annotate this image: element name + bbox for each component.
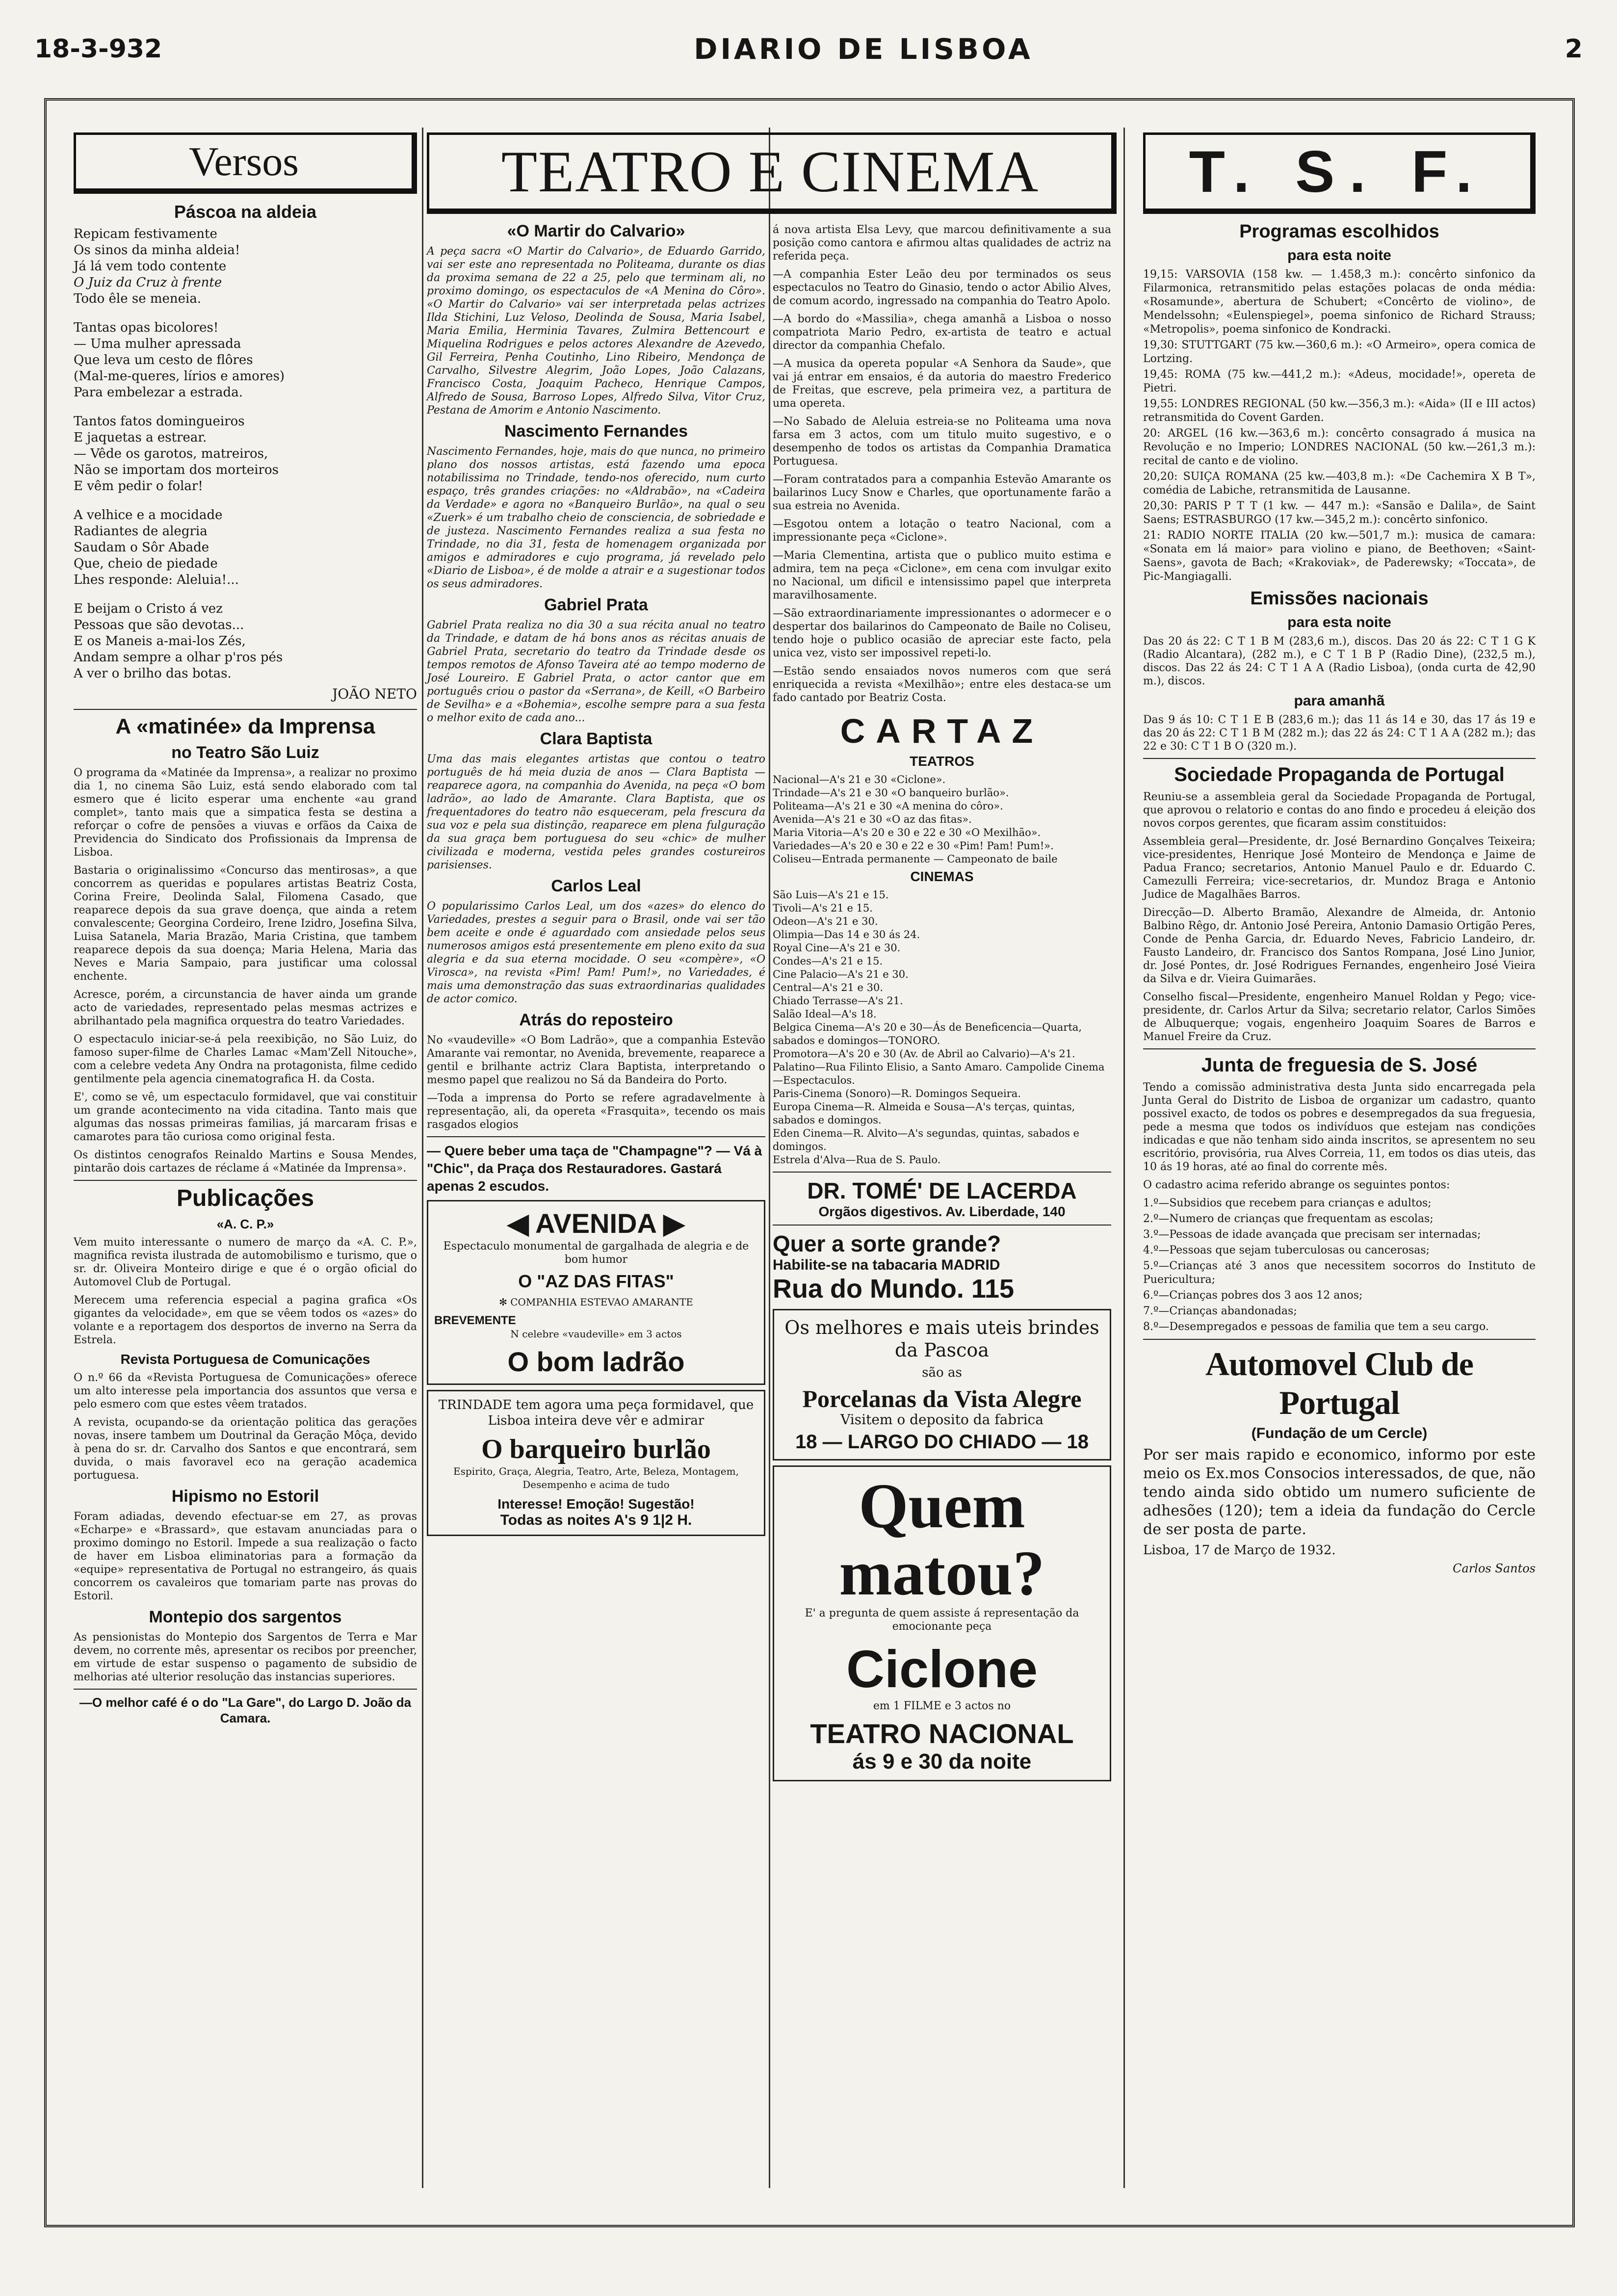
junta-list	[1143, 1197, 1536, 1334]
article-paragraph: —São extraordinariamente impressionantes o adormecer e o despertar dos bailarinos do Campeonato de Baile no Coliseu, tendo hoje o publico ocasião de apreciar este facto, pela unica vez, visto ser impossivel repeti-lo.	[773, 607, 1111, 659]
article-paragraph: Direcção—D. Alberto Bramão, Alexandre de Almeida, dr. Antonio Balbino Rêgo, dr. Antonio José Pereira, Antonio Damasio Ortigão Peres, Conde de Penha Garcia, dr. Eduardo Neves, Fabricio Landeiro, dr. Fausto Landeiro, dr. Francisco dos Santos Rompana, José Lino Junior, dr. José Pontes, dr. José Rodrigues Fernandes, engenheiro José Vieira da Silva e dr. Vieira Guimarães.	[1143, 906, 1536, 985]
list-item: Estrela d'Alva—Rua de S. Paulo.	[773, 1154, 941, 1166]
divider	[1143, 1339, 1536, 1340]
poem-line: Tantas opas bicolores!	[74, 320, 219, 335]
poem-line: Andam sempre a olhar p'ros pés	[74, 650, 283, 665]
poem-title: Páscoa na aldeia	[174, 202, 317, 222]
poem-line: E os Maneis a-mai-los Zés,	[74, 634, 246, 649]
ad-champagne: — Quere beber uma taça de "Champagne"? — Vá à "Chic", da Praça dos Restauradores. Gastará apenas 2 escudos.	[427, 1143, 762, 1194]
avenida-title: O bom ladrão	[507, 1346, 685, 1377]
article-paragraph: Tendo a comissão administrativa desta Junta sido encarregada pela Junta Geral do Distrito de Lisboa de organizar um cadastro, quanto possivel exacto, de todos os pobres e desempregados da sua freguesia, pede a mesma que todos os indivíduos que estejam nas condições indicadas e que não tenham sido ainda inscritos, se apresentem no seu escritório, provisória, rua Alves Correia, 11, em todos os dias uteis, das 10 ás 19 horas, até ao final do corrente mês.	[1143, 1081, 1536, 1173]
sorte-line3: Rua do Mundo. 115	[773, 1274, 1015, 1304]
list-item: Belgica Cinema—A's 20 e 30—Ás de Beneficencia—Quarta, sabados e domingos—TONORO.	[773, 1021, 1082, 1046]
list-item: Promotora—A's 20 e 30 (Av. de Abril ao Calvario)—A's 21.	[773, 1048, 1075, 1060]
list-item: Salão Ideal—A's 18.	[773, 1008, 877, 1020]
article-paragraph: Reuniu-se a assembleia geral da Sociedade Propaganda de Portugal, que aprovou o relatorio e contas do ano findo e procedeu á eleição dos novos corpos gerentes, que ficaram assim constituidos:	[1143, 790, 1536, 830]
article-paragraph: Uma das mais elegantes artistas que contou o teatro português de há meia duzia de anos — Clara Baptista — reaparece agora, na companhia do Avenida, na peça «O bom ladrão», ao lado de Amarante. Clara Baptista, que os frequentadores do teatro não esqueceram, pela frescura da sua voz e pela sua distinção, reaparece em plena fulguração da sua graça bem portuguesa do seu «chic» de mulher civilizada e moderna, vestida peles grandes costureiros parisienses.	[427, 753, 765, 871]
list-item: Tivoli—A's 21 e 15.	[773, 902, 873, 914]
poem-line: Para embelezar a estrada.	[74, 385, 243, 400]
avenida-name: ◀ AVENIDA ▶	[507, 1208, 685, 1239]
sorte-line2: Habilite-se na tabacaria MADRID	[773, 1257, 1000, 1273]
lacerda-sub: Orgãos digestivos. Av. Liberdade, 140	[818, 1204, 1066, 1219]
article-paragraph: E', como se vê, um espectaculo formidavel, que vai constituir um grande acontecimento na vida citadina. Tanto mais que algumas das nossas primeiras familias, já marcaram frisas e camarotes para tão curiosa como original festa.	[74, 1091, 417, 1144]
article-paragraph: Assembleia geral—Presidente, dr. José Bernardino Gonçalves Teixeira; vice-presidentes, Henrique José Monteiro de Mendonça e Jaime de Padua Franco; secretarios, Antonio Manuel Paulo e dr. Eduardo C. Camezulli Ferreira; vice-secretarios, dr. Mundoz Braga e Antonio Judice de Magalhães Barros.	[1143, 835, 1536, 901]
emissoes-title: Emissões nacionais	[1250, 588, 1429, 609]
poem-line: E jaquetas a estrear.	[74, 430, 207, 445]
article-paragraph: Nascimento Fernandes, hoje, mais do que nunca, no primeiro plano dos nossos artistas, está fazendo uma epoca notabilissima no Trindade, tendo-nos oferecido, num curto espaço, três grandes criações: no «Aldrabão», na «Cadeira da Verdade» e agora no «Banqueiro Burlão», na qual o seu «Zuerk» é um trabalho cheio de consciencia, de sobriedade e de justeza. Nascimento Fernandes realiza a sua festa no Trindade, no dia 31, festa de homenagem organizada por amigos e admiradores e cujo programa, já revelado pelo «Diario de Lisboa», é de molde a atrair e a sugestionar todos os seus admiradores.	[427, 445, 765, 590]
lacerda-name: DR. TOMÉ' DE LACERDA	[807, 1178, 1077, 1203]
vista-line5: 18 — LARGO DO CHIADO — 18	[795, 1431, 1089, 1453]
list-item: 3.º—Pessoas de idade avançada que precisam ser internadas;	[1143, 1228, 1481, 1241]
trindade-times: Todas as noites A's 9 1|2 H.	[500, 1512, 692, 1528]
list-item: Odeon—A's 21 e 30.	[773, 915, 878, 927]
poem-stanza	[74, 507, 417, 588]
teatros-list	[773, 773, 1111, 866]
poem-line: Já lá vem todo contente	[74, 259, 227, 274]
article-paragraph: —A companhia Ester Leão deu por terminados os seus espectaculos no Teatro do Ginasio, tendo o actor Abilio Alves, de comum acordo, ingressado na companhia do Teatro Apolo.	[773, 268, 1111, 307]
column-rule	[1123, 128, 1125, 2188]
emissoes-sub: para esta noite	[1287, 614, 1391, 630]
trindade-head: TRINDADE tem agora uma peça formidavel, que Lisboa inteira deve vêr e admirar	[438, 1398, 754, 1428]
article-paragraph: Das 9 ás 10: C T 1 E B (283,6 m.); das 11 ás 14 e 30, das 17 ás 19 e das 20 ás 22: C T 1 B M (282 m.); das 22 ás 24: C T 1 A A (282 m.); das 22 e 30: C T 1 B O (320 m.).	[1143, 713, 1536, 753]
article-paragraph: No «vaudeville» «O Bom Ladrão», que a companhia Estevão Amarante vai remontar, no Avenida, brevemente, reaparece a gentil e brilhante actriz Clara Baptista, interpretando o mesmo papel que realizou no Sá da Bandeira do Porto.	[427, 1034, 765, 1086]
poem-line: Que, cheio de piedade	[74, 556, 218, 571]
article-paragraph: A peça sacra «O Martir do Calvario», de Eduardo Garrido, vai ser este ano representada no Politeama, durante os dias da proxima semana de 22 a 25, pelo que terminam ali, no proximo domingo, os espectaculos de «A Menina do Côro». «O Martir do Calvario» vai ser interpretada pelas actrizes Ilda Stichini, Luz Veloso, Deolinda de Sousa, Maria Isabel, Maria Emilia, Herminia Tavares, Zulmira Bettencourt e Miquelina Rodrigues e pelos actores Alexandre de Azevedo, Gil Ferreira, Penha Coutinho, Lino Ribeiro, Mendonça de Carvalho, Silvestre Alegrim, João Lopes, João Calazans, Francisco Costa, Joaquim Pacheco, Henrique Campos, Alfredo de Sousa, Barroso Lopes, Alfredo Silva, Vitor Cruz, Pestana de Amorim e Antonio Nascimento.	[427, 245, 765, 417]
divider	[773, 1225, 1111, 1226]
column-rule	[422, 128, 423, 2188]
poem-line: O Juiz da Cruz à frente	[74, 275, 222, 290]
trindade-tag: Interesse! Emoção! Sugestão!	[497, 1496, 695, 1512]
poem-line: Tantos fatos domingueiros	[74, 414, 245, 429]
article-paragraph: —A musica da opereta popular «A Senhora da Saude», que vai já entrar em ensaios, é da autoria do maestro Frederico de Freitas, que escreve, pela primeira vez, a partitura de uma opereta.	[773, 358, 1111, 410]
poem-line: E vêm pedir o folar!	[74, 479, 203, 494]
list-item: Nacional—A's 21 e 30 «Ciclone».	[773, 774, 946, 785]
list-item: Central—A's 21 e 30.	[773, 982, 884, 993]
list-item: Politeama—A's 21 e 30 «A menina do côro».	[773, 800, 1003, 812]
column-teatro-continued	[773, 223, 1111, 2198]
headline-sociedade: Sociedade Propaganda de Portugal	[1174, 763, 1505, 785]
trindade-title: O barqueiro burlão	[481, 1434, 711, 1464]
list-item: Coliseu—Entrada permanente — Campeonato de baile	[773, 853, 1058, 865]
list-item: Variedades—A's 20 e 30 e 22 e 30 «Pim! Pam! Pum!».	[773, 840, 1054, 852]
ciclone-title: Ciclone	[846, 1639, 1038, 1698]
poem	[74, 226, 417, 682]
article-paragraph: O programa da «Matinée da Imprensa», a realizar no proximo dia 1, no cinema São Luiz, está sendo elaborado com tal esmero que é licito esperar uma enchente «au grand complet», tanto mais que a simpatica festa se destina a reforçar o cofre de pensões a viuvas e orfãos da Caixa de Previdencia do Sindicato dos Profissionais da Imprensa de Lisboa.	[74, 767, 417, 859]
column-rule	[769, 128, 770, 2188]
section-title-tsf: T. S. F.	[1143, 132, 1536, 214]
header-date: 18-3-932	[34, 34, 162, 64]
quem-sub: E' a pregunta de quem assiste á representação da emocionante peça	[805, 1607, 1079, 1633]
article-paragraph: A revista, ocupando-se da orientação politica das gerações novas, insere tambem um Doutrinal da Geração Môça, devido à pena do sr. dr. Carvalho dos Santos e que encontrará, sem duvida, o mais favoravel eco na geração academica portuguesa.	[74, 1416, 417, 1482]
article-paragraph: O cadastro acima referido abrange os seguintes pontos:	[1143, 1178, 1450, 1191]
teatros-heading: TEATROS	[910, 754, 974, 769]
list-item: Paris-Cinema (Sonoro)—R. Domingos Sequeira.	[773, 1088, 1021, 1099]
article-paragraph: á nova artista Elsa Levy, que marcou definitivamente a sua posição como cantora e afirmou altas qualidades de actriz na referida peça.	[773, 224, 1111, 262]
list-item: Condes—A's 21 e 15.	[773, 955, 883, 967]
article-paragraph: —Esgotou ontem a lotação o teatro Nacional, com a impressionante peça «Ciclone».	[773, 518, 1111, 544]
list-item: 19,55: LONDRES REGIONAL (50 kw.—356,3 m.): «Aida» (II e III actos) retransmitida do Covent Garden.	[1143, 397, 1536, 424]
list-item: 2.º—Numero de crianças que frequentam as escolas;	[1143, 1212, 1434, 1225]
article-paragraph: O n.º 66 da «Revista Portuguesa de Comunicações» oferece um alto interesse pela importancia dos assuntos que versa e pelo esmero com que estes vêem tratados.	[74, 1372, 417, 1411]
divider	[773, 1172, 1111, 1173]
headline-matinee: A «matinée» da Imprensa	[115, 714, 375, 738]
article-paragraph: Gabriel Prata realiza no dia 30 a sua récita anual no teatro da Trindade, e datam de há bons anos as récitas anuais de Gabriel Prata, secretario do teatro da Trindade desde os tempos remotos de Afonso Taveira até ao tempo moderno de José Loureiro. E Gabriel Prata, o actor cantor que em português criou o pastor da «Serrana», de Keill, «O Barbeiro de Sevilha» e a «Bohemia», escolhe sempre para a sua festa o melhor exito de cada ano...	[427, 619, 765, 724]
article-paragraph: Acresce, porém, a circunstancia de haver ainda um grande acto de variedades, representado pelas mesmas actrizes e abrilhantado pela magnifica orquestra do teatro Variedades.	[74, 989, 417, 1028]
ad-cafe: —O melhor café é o do "La Gare", do Largo D. João da Camara.	[79, 1695, 412, 1726]
column-versos	[74, 132, 417, 2198]
automovel-signature: Carlos Santos	[1453, 1561, 1536, 1575]
article-paragraph: O popularissimo Carlos Leal, um dos «azes» do elenco do Variedades, prestes a seguir para o Brasil, onde vai ser tão bem aceite e onde é aguardado com ansiedade pelos seus numerosos amigos está presentemente em pleno exito da sua alegria e da sua eterna mocidade. O seu «compère», «O Virosca», na revista «Pim! Pam! Pum!», no Variedades, é mais uma demonstração das suas extraordinarias qualidades de actor comico.	[427, 900, 765, 1005]
list-item: 1.º—Subsidios que recebem para crianças e adultos;	[1143, 1197, 1432, 1209]
divider	[74, 1180, 417, 1181]
article-paragraph: —Estão sendo ensaiados novos numeros com que será enriquecida a revista «Mexilhão»; entre eles destaca-se um fado cantado por Beatriz Costa.	[773, 665, 1111, 704]
list-item: 4.º—Pessoas que sejam tuberculosas ou cancerosas;	[1143, 1244, 1430, 1256]
list-item: Maria Vitoria—A's 20 e 30 e 22 e 30 «O Mexilhão».	[773, 827, 1041, 838]
article-paragraph: Merecem uma referencia especial a pagina grafica «Os gigantes da velocidade», em que se vêem todos os «azes» do volante e a reportagem dos desportos de inverno na Serra da Estrela.	[74, 1294, 417, 1347]
divider	[74, 1689, 417, 1690]
divider	[427, 1136, 765, 1137]
cinemas-heading: CINEMAS	[910, 869, 974, 884]
sorte-line1: Quer a sorte grande?	[773, 1231, 1001, 1256]
programas-list	[1143, 268, 1536, 584]
cinemas-list	[773, 888, 1111, 1167]
headline-montepio: Montepio dos sargentos	[149, 1608, 342, 1627]
poem-stanza	[74, 320, 417, 401]
list-item: Eden Cinema—R. Alvito—A's segundas, quintas, sabados e domingos.	[773, 1127, 1079, 1152]
poem-line: E beijam o Cristo á vez	[74, 601, 223, 616]
list-item: 6.º—Crianças pobres dos 3 aos 12 anos;	[1143, 1289, 1363, 1302]
ad-ciclone	[773, 1465, 1111, 1781]
automovel-date: Lisboa, 17 de Março de 1932.	[1143, 1542, 1336, 1558]
poem-line: Radiantes de alegria	[74, 524, 208, 539]
vista-line2: são as	[922, 1365, 962, 1380]
article-paragraph: Das 20 ás 22: C T 1 B M (283,6 m.), discos. Das 20 ás 22: C T 1 G K (Radio Alcantara), (282 m.), e C T 1 B P (Radio Dine), (232,5 m.), discos. Das 22 ás 24: C T 1 A A (Radio Lisboa), (onda curta de 42,90 m.), discos.	[1143, 635, 1536, 687]
programas-title: Programas escolhidos	[1239, 221, 1439, 242]
poem-line: — Vêde os garotos, matreiros,	[74, 446, 268, 461]
list-item: São Luis—A's 21 e 15.	[773, 889, 889, 901]
article-paragraph: Bastaria o originalissimo «Concurso das mentirosas», a que concorrem as queridas e populares artistas Beatriz Costa, Corina Freire, Deolinda Salal, Filomena Casado, que reaparece depois da sua grave doença, que ainda a retem convalescente; Georgina Cordeiro, Irene Izidro, Josefina Silva, Luisa Satanela, Maria Brazão, Maria Cristina, que tambem reaparece depois da sua doença; Maria Helena, Maria das Neves e Maria Sampaio, para justificar uma colossal enchente.	[74, 864, 417, 983]
poem-line: Não se importam dos morteiros	[74, 463, 279, 477]
headline-clara: Clara Baptista	[540, 730, 652, 748]
list-item: 21: RADIO NORTE ITALIA (20 kw.—501,7 m.): musica de camara: «Sonata em lá maior» para violino e piano, de Beethoven; «Saint-Saens», gavota de Bach; «Krakoviak», de Paderewsky; «Toccata», de Pic-Mangiagalli.	[1143, 529, 1536, 583]
poem-line: (Mal-me-queres, lírios e amores)	[74, 369, 285, 384]
headline-automovel: Automovel Club de Portugal	[1205, 1345, 1473, 1421]
poem-line: Que leva um cesto de flôres	[74, 353, 253, 367]
headline-publicacoes: Publicações	[176, 1185, 314, 1212]
list-item: 20,30: PARIS P T T (1 kw. — 447 m.): «Sansão e Dalila», de Saint Saens; ESTRASBURGO (17 kw.—345,2 m.): concêrto sinfonico.	[1143, 499, 1536, 526]
article-paragraph: —Maria Clementina, artista que o publico muito estima e admira, tem na peça «Ciclone», em cena com invulgar exito no Nacional, um dificil e intensissimo papel que interpreta maravilhosamente.	[773, 549, 1111, 601]
poem-stanza	[74, 414, 417, 495]
list-item: 20: ARGEL (16 kw.—363,6 m.): concêrto consagrado á musica na Revolução e no Imperio; LONDRES NACIONAL (50 kw.—261,3 m.): recital de canto e de violino.	[1143, 427, 1536, 467]
poem-line: Pessoas que são devotas...	[74, 618, 244, 632]
programas-sub: para esta noite	[1287, 247, 1391, 263]
article-paragraph: —A bordo do «Massilia», chega amanhã a Lisboa o nosso compatriota Mario Pedro, ex-artista de teatro e actual director da companhia Chefalo.	[773, 313, 1111, 352]
section-title-teatro: TEATRO E CINEMA	[427, 132, 1117, 214]
section-title-versos: Versos	[74, 132, 417, 194]
amanha-sub: para amanhã	[1294, 692, 1385, 709]
poem-line: Saudam o Sôr Abade	[74, 540, 209, 555]
poem-line: Lhes responde: Aleluia!...	[74, 573, 239, 587]
automovel-sub: (Fundação de um Cercle)	[1251, 1425, 1428, 1441]
list-item: Cine Palacio—A's 21 e 30.	[773, 968, 909, 980]
list-item: Palatino—Rua Filinto Elisio, a Santo Amaro. Campolide Cinema—Espectaculos.	[773, 1061, 1105, 1086]
list-item: 7.º—Crianças abandonadas;	[1143, 1305, 1297, 1317]
article-paragraph: —No Sabado de Aleluia estreia-se no Politeama uma nova farsa em 3 actos, com um titulo muito sugestivo, e o desempenho de todos os artistas da Companhia Dramatica Portuguesa.	[773, 416, 1111, 468]
article-paragraph: —Foram contratados para a companhia Estevão Amarante os bailarinos Lucy Snow e Charles, que oportunamente farão a sua estreia no Avenida.	[773, 473, 1111, 512]
poem-stanza	[74, 226, 417, 307]
poem-line: A ver o brilho das botas.	[74, 666, 232, 681]
avenida-show: O "AZ DAS FITAS"	[518, 1271, 674, 1291]
cartaz-title: CARTAZ	[840, 712, 1044, 750]
poem-line: Repicam festivamente	[74, 227, 217, 241]
subheadline-matinee: no Teatro São Luiz	[171, 743, 319, 762]
avenida-note: N celebre «vaudeville» em 3 actos	[510, 1328, 682, 1340]
ad-avenida	[427, 1200, 765, 1385]
article-paragraph: Os distintos cenografos Reinaldo Martins e Sousa Mendes, pintarão dois cartazes de réclame á «Matinée da Imprensa».	[74, 1149, 417, 1175]
list-item: 19,30: STUTTGART (75 kw.—360,6 m.): «O Armeiro», opera comica de Lortzing.	[1143, 339, 1536, 365]
poem-signature: JOÃO NETO	[332, 686, 417, 702]
vista-line4: Visitem o deposito da fabrica	[840, 1411, 1043, 1428]
list-item: 19,45: ROMA (75 kw.—441,2 m.): «Adeus, mocidade!», opereta de Pietri.	[1143, 368, 1536, 394]
avenida-brevemente: BREVEMENTE	[434, 1314, 516, 1327]
list-item: Trindade—A's 21 e 30 «O banqueiro burlão».	[773, 787, 1009, 799]
headline-nascimento: Nascimento Fernandes	[504, 422, 688, 441]
column-tsf	[1143, 132, 1536, 2198]
poem-line: — Uma mulher apressada	[74, 337, 241, 351]
nacional-time: ás 9 e 30 da noite	[852, 1749, 1032, 1774]
headline-leal: Carlos Leal	[551, 877, 641, 895]
headline-hipismo: Hipismo no Estoril	[171, 1487, 319, 1506]
vista-line3: Porcelanas da Vista Alegre	[802, 1385, 1082, 1412]
list-item: Chiado Terrasse—A's 21.	[773, 995, 903, 1007]
article-paragraph: O espectaculo iniciar-se-á pela reexibição, no São Luiz, do famoso super-filme de Charles Lamac «Mam'Zell Nitouche», com a celebre vedeta Any Ondra na protagonista, filme cedido gentilmente pela agencia cinematografica H. da Costa.	[74, 1033, 417, 1086]
ad-vista-alegre	[773, 1309, 1111, 1461]
avenida-desc: Espectaculo monumental de gargalhada de alegria e de bom humor	[443, 1240, 749, 1266]
list-item: Europa Cinema—R. Almeida e Sousa—A's terças, quintas, sabados e domingos.	[773, 1101, 1075, 1126]
list-item: 5.º—Crianças até 3 anos que necessitem socorros do Instituto de Puericultura;	[1143, 1259, 1536, 1286]
article-paragraph: Por ser mais rapido e economico, informo por este meio os Ex.mos Consocios interessados, de que, não tendo ainda sido obtido um numero suficiente de adhesões (120); tem a ideia da fundação do Cercle de ser posta de parte.	[1143, 1446, 1536, 1538]
poem-stanza	[74, 601, 417, 682]
headline-reposteiro: Atrás do reposteiro	[519, 1011, 673, 1029]
ciclone-sub: em 1 FILME e 3 actos no	[873, 1700, 1011, 1712]
poem-line: A velhice e a mocidade	[74, 508, 223, 522]
divider	[1143, 758, 1536, 759]
poem-line: Todo êle se meneia.	[74, 291, 202, 306]
article-paragraph: Foram adiadas, devendo efectuar-se em 27, as provas «Echarpe» e «Brassard», que estavam anunciadas para o proximo domingo no Estoril. Impede a sua realização o facto de haver em Lisboa eliminatorias para a formação da «equipe» representativa de Portugal no estrangeiro, ás quais concorrem os cavaleiros que tomariam parte nas provas do Estoril.	[74, 1511, 417, 1603]
subheadline-acp: «A. C. P.»	[216, 1217, 274, 1232]
divider	[1143, 1048, 1536, 1049]
list-item: Olimpia—Das 14 e 30 ás 24.	[773, 929, 920, 940]
list-item: 20,20: SUIÇA ROMANA (25 kw.—403,8 m.): «De Cachemira X B T», comédia de Labiche, retransmitida de Lausanne.	[1143, 470, 1536, 496]
ad-trindade	[427, 1390, 765, 1536]
headline-junta: Junta de freguesia de S. José	[1201, 1054, 1478, 1076]
page-number: 2	[1565, 34, 1583, 64]
quem-matou: Quem matou?	[839, 1471, 1045, 1609]
article-paragraph: —Toda a imprensa do Porto se refere agradavelmente à representação, ali, da opereta «Frasquita», tecendo os mais rasgados elogios	[427, 1092, 765, 1131]
page-header	[34, 29, 1583, 69]
headline-prata: Gabriel Prata	[544, 596, 648, 614]
divider	[74, 709, 417, 710]
nacional-name: TEATRO NACIONAL	[810, 1718, 1074, 1749]
article-paragraph: Vem muito interessante o numero de março da «A. C. P.», magnifica revista ilustrada de automobilismo e turismo, que o sr. dr. Oliveira Monteiro dirige e que é o orgão oficial do Automovel Club de Portugal.	[74, 1236, 417, 1289]
masthead: DIARIO DE LISBOA	[694, 32, 1033, 66]
list-item: Royal Cine—A's 21 e 30.	[773, 942, 901, 954]
article-paragraph: Conselho fiscal—Presidente, engenheiro Manuel Roldan y Pego; vice-presidente, dr. Carlos Artur da Silva; secretario relator, Carlos Simões de Albuquerque; vogais, engenheiro Joaquim Soares de Barros e Manuel Freire da Cruz.	[1143, 991, 1536, 1043]
subheadline-revista: Revista Portuguesa de Comunicações	[120, 1352, 370, 1367]
article-paragraph: As pensionistas do Montepio dos Sargentos de Terra e Mar devem, no corrente mês, apresentar os recibos por preencher, em virtude de estar suspenso o pagamento de subsidio de melhorias até ulterior resolução das instancias superiores.	[74, 1631, 417, 1684]
list-item: Avenida—A's 21 e 30 «O az das fitas».	[773, 813, 972, 825]
trindade-desc: Espirito, Graça, Alegria, Teatro, Arte, Beleza, Montagem, Desempenho e acima de tudo	[453, 1465, 739, 1490]
vista-line1: Os melhores e mais uteis brindes da Pascoa	[784, 1317, 1099, 1361]
headline-martir: «O Martir do Calvario»	[507, 222, 685, 240]
list-item: 19,15: VARSOVIA (158 kw. — 1.458,3 m.): concêrto sinfonico da Filarmonica, retransmitido pelas estações polacas de onda média: «Rosamunde», abertura de Schubert; «Concêrto de violino», de Mendelssohn; «Eulenspiegel», poema sinfonico de Richard Strauss; «Metropolis», poema sinfonico de Kondracki.	[1143, 268, 1536, 336]
poem-line: Os sinos da minha aldeia!	[74, 243, 240, 258]
list-item: 8.º—Desempregados e pessoas de familia que tem a seu cargo.	[1143, 1320, 1489, 1333]
avenida-company: ✻ COMPANHIA ESTEVAO AMARANTE	[499, 1296, 693, 1308]
